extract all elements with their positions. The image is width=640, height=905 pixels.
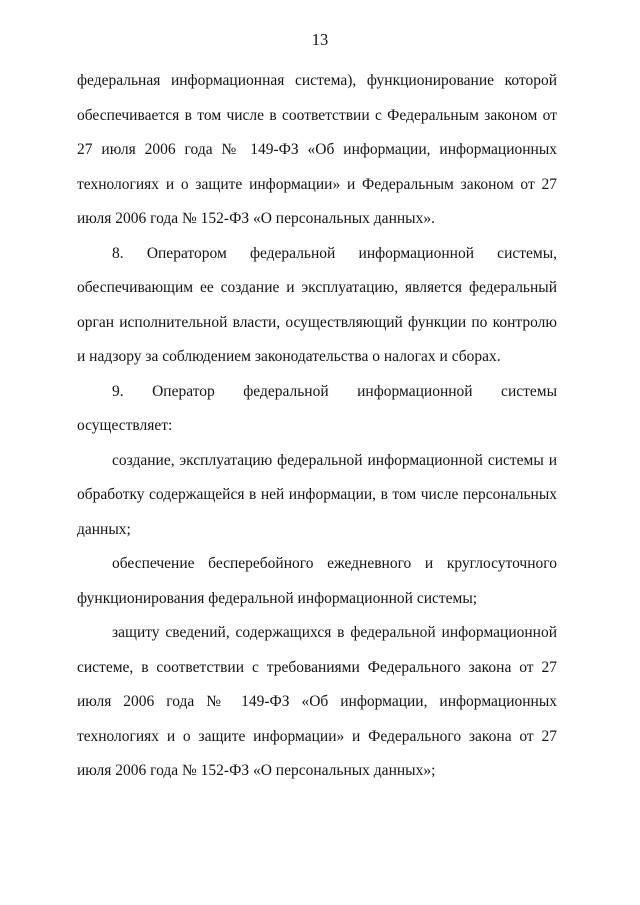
paragraph-continuation: федеральная информационная система), функционирование которой обеспечивается в том числе в соответствии с Федеральным законом от 27 июля 2006 года № 149-ФЗ «Об информации, информационных технологиях и о защите информации» и Федеральным законом от 27 июля 2006 года № 152-ФЗ «О персональных данных». — [77, 72, 557, 227]
paragraph-item-9-duty-creation: создание, эксплуатацию федеральной информационной системы и обработку содержащейся в ней информации, в том числе персональных данных; — [77, 451, 557, 538]
document-body — [77, 64, 557, 789]
paragraph-item-9-duty-continuity: обеспечение бесперебойного ежедневного и круглосуточного функционирования федеральной информационной системы; — [77, 555, 557, 607]
page-number: 13 — [311, 30, 329, 49]
paragraph-item-8: 8. Оператором федеральной информационной системы, обеспечивающим ее создание и эксплуатацию, является федеральный орган исполнительной власти, осуществляющий функции по контролю и надзору за соблюдением законодательства о налогах и сборах. — [77, 244, 557, 365]
paragraph-item-9: 9. Оператор федеральной информационной системы осуществляет: — [77, 382, 557, 434]
paragraph-item-9-duty-protection: защиту сведений, содержащихся в федеральной информационной системе, в соответствии с требованиями Федерального закона от 27 июля 2006 года № 149-ФЗ «Об информации, информационных технологиях и о защите информации» и Федерального закона от 27 июля 2006 года № 152-ФЗ «О персональных данных»; — [77, 624, 557, 779]
